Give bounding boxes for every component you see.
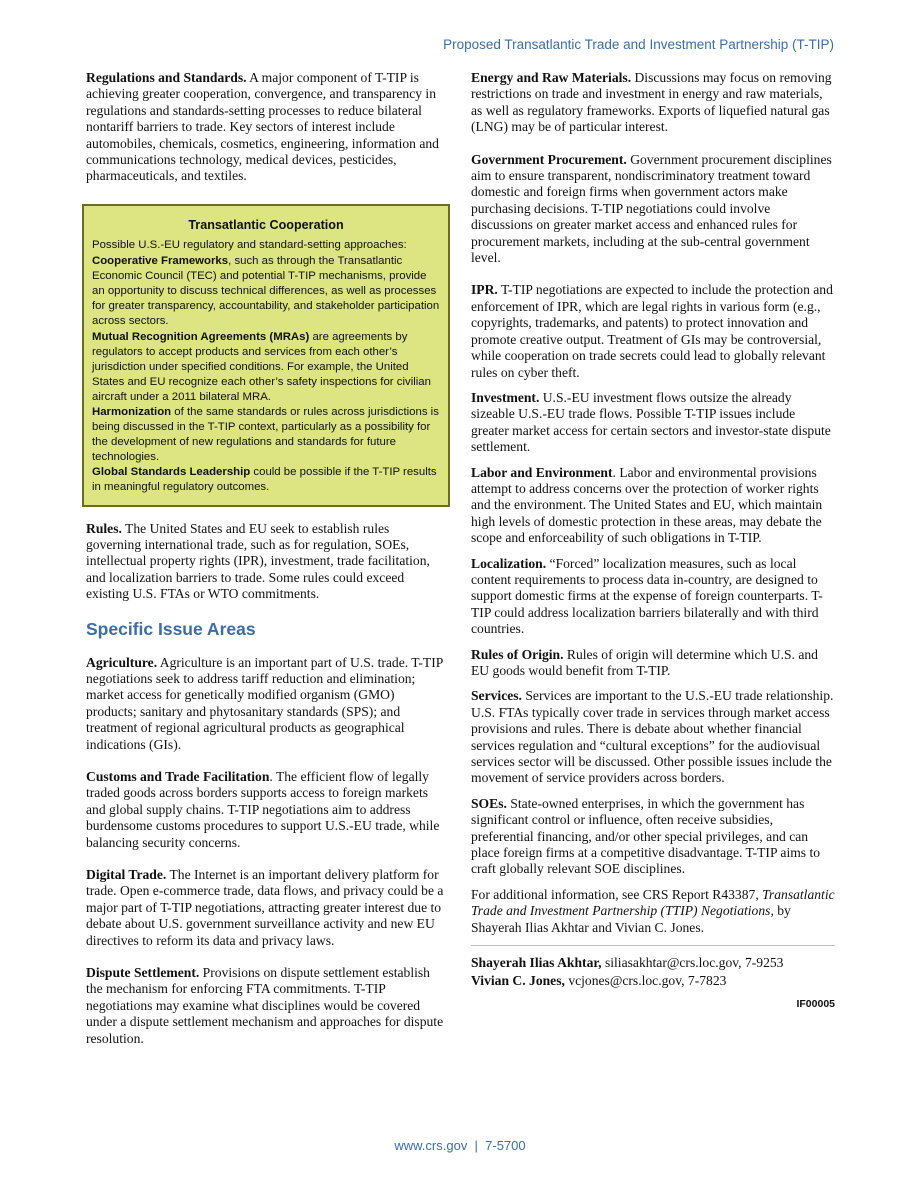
paragraph-agriculture [86,655,446,753]
contact-info: siliasakhtar@crs.loc.gov, 7-9253 [601,955,784,971]
contact-name: Vivian C. Jones, [471,972,565,988]
paragraph-customs [86,769,446,851]
additional-info-prefix: For additional information, see CRS Report R43387, [471,886,763,902]
paragraph-heading: Agriculture. [86,654,158,670]
paragraph-regulations [86,70,446,185]
box-item-cooperative-frameworks [92,254,440,329]
paragraph-heading: Services. [471,688,522,704]
box-item-text: , such as through the Transatlantic Economic Council (TEC) and potential T-TIP mechanisms, provide an opportunity to discuss technical differences, as well as processes for greater transparency, accountability, and stakeholder participation across sectors. [92,255,440,328]
contact-item [471,954,835,972]
box-intro: Possible U.S.-EU regulatory and standard-setting approaches: [92,238,407,251]
left-column [86,70,446,1063]
paragraph-dispute-settlement [86,965,446,1047]
paragraph-heading: Customs and Trade Facilitation [86,769,270,784]
paragraph-rules-of-origin [471,647,835,680]
paragraph-body: T-TIP negotiations are expected to include the protection and enforcement of IPR, which are legal rights in various form (e.g., copyrights, trademarks, and patents) to protect innovation and promote creative output. Treatment of GIs may be controversial, while cooperation on trade secrets could lead to globally relevant rules on cyber theft. [471,282,833,380]
box-item-harmonization [92,405,440,465]
report-title: Transatlantic Trade and Investment Partnership (TTIP) Negotiations [471,886,835,919]
paragraph-digital-trade [86,867,446,949]
box-item-global-standards [92,465,440,495]
box-item-text: are agreements by regulators to accept products and services from each other’s jurisdiction under specified conditions. For example, the United States and EU recognize each other’s safety inspections for civilian aircraft under a 2011 bilateral MRA. [92,330,431,403]
paragraph-heading: Dispute Settlement. [86,965,200,981]
paragraph-heading: IPR. [471,282,498,298]
paragraph-heading: Government Procurement. [471,151,627,167]
paragraph-services [471,688,835,786]
paragraph-body: The United States and EU seek to establish rules governing international trade, such as for regulation, SOEs, intellectual property rights (IPR), investment, trade facilitation, and localization barriers to trade. Some rules could exceed existing U.S. FTAs or WTO commitments. [86,520,430,602]
paragraph-body: Agriculture is an important part of U.S. trade. T-TIP negotiations seek to address tariff reduction and elimination; market access for genetically modified organism (GMO) products; sanitary and phytosanitary standards (SPS); and treatment of regional agricultural products as geographical indications (GIs). [86,654,443,752]
paragraph-heading: Localization. [471,555,547,571]
box-item-mras [92,330,440,405]
paragraph-body: . The efficient flow of legally traded goods across borders supports access to foreign markets and global supply chains. T-TIP negotiations aim to address burdensome customs procedures to support U.S.-EU trade, while balancing security concerns. [86,769,440,850]
paragraph-body: . Labor and environmental provisions attempt to address concerns over the protection of worker rights and the environment. The United States and EU, which maintain high levels of domestic protection in these areas, may debate the scope and enforceability of such obligations in T-TIP. [471,464,823,546]
box-item-term: Mutual Recognition Agreements (MRAs) [92,330,310,343]
paragraph-body: The Internet is an important delivery platform for trade. Open e-commerce trade, data flows, and privacy could be a major part of T-TIP negotiations, attracting greater interest due to debate about U.S. government surveillance activity and new EU directives to reform its data and privacy laws. [86,867,444,948]
running-header: Proposed Transatlantic Trade and Investment Partnership (T-TIP) [443,37,834,52]
box-item-text: of the same standards or rules across jurisdictions is being discussed in the T-TIP context, particularly as a possibility for the development of new regulations and standards for future technologies. [92,405,439,464]
paragraph-soes [471,796,835,878]
report-code: IF00005 [796,998,835,1011]
paragraph-investment [471,390,835,456]
paragraph-heading: Energy and Raw Materials. [471,70,632,85]
transatlantic-cooperation-box [82,204,450,507]
paragraph-heading: Regulations and Standards. [86,70,247,85]
paragraph-heading: Rules. [86,520,122,536]
footer-text: www.crs.gov | 7-5700 [394,1138,526,1153]
right-column [471,70,835,1010]
box-item-term: Harmonization [92,405,172,418]
paragraph-rules [86,521,446,603]
contact-list [471,954,835,989]
paragraph-body: Discussions may focus on removing restrictions on trade and investment in energy and raw materials, as well as regulatory frameworks. Exports of liquefied natural gas (LNG) may be of particular interest. [471,70,832,135]
contact-item [471,972,835,990]
paragraph-ipr [471,282,835,380]
paragraph-heading: Digital Trade. [86,867,167,883]
paragraph-localization [471,556,835,638]
paragraph-heading: Labor and Environment [471,464,613,480]
paragraph-labor-environment [471,465,835,547]
paragraph-heading: Rules of Origin. [471,646,564,662]
paragraph-body: U.S.-EU investment flows outsize the already sizeable U.S.-EU trade flows. Possible T-TIP issues include greater market access for certain sectors and investor-state dispute settlement. [471,389,831,455]
box-item-term: Global Standards Leadership [92,466,251,479]
paragraph-body: “Forced” localization measures, such as local content requirements to process data in-country, are designed to support domestic firms at the expense of foreign counterparts. T-TIP could address localization barriers bilaterally and with third countries. [471,555,823,637]
paragraph-body: A major component of T-TIP is achieving greater cooperation, convergence, and transparency in regulations and standards-setting processes to reduce bilateral nontariff barriers to trade. Key sectors of interest include automobiles, chemicals, cosmetics, engineering, information and communications technology, medical devices, pesticides, pharmaceuticals, and textiles. [86,70,439,184]
paragraph-body: Government procurement disciplines aim to ensure transparent, nondiscriminatory treatment toward domestic and foreign firms when government actors make purchasing decisions. T-TIP negotiations could involve discussions on greater market access and enhanced rules for procurement markets, including at the sub-central government level. [471,151,832,266]
box-title: Transatlantic Cooperation [188,217,344,232]
paragraph-additional-info [471,887,835,936]
box-item-term: Cooperative Frameworks [92,255,229,268]
paragraph-body: State-owned enterprises, in which the government has significant control or influence, often receive subsidies, preferential financing, and/or other special privileges, and can place foreign firms at a competitive disadvantage. T-TIP aims to craft globally relevant SOE disciplines. [471,795,821,877]
paragraph-body: Provisions on dispute settlement establish the mechanism for enforcing FTA commitments. T-TIP negotiations may examine what disciplines would be covered under a dispute settlement mechanism and approaches for dispute resolution. [86,965,444,1046]
additional-info-suffix: , by Shayerah Ilias Akhtar and Vivian C. Jones. [471,903,791,935]
paragraph-heading: Investment. [471,389,540,405]
paragraph-energy [471,70,835,136]
paragraph-heading: SOEs. [471,795,507,811]
paragraph-body: Services are important to the U.S.-EU trade relationship. U.S. FTAs typically cover trade in services through market access provisions and rules. There is debate about whether financial services regulation and “cultural exceptions” for the audiovisual services sector will be discussed. Other possible issues include the movement of service providers across borders. [471,688,834,786]
contact-name: Shayerah Ilias Akhtar, [471,955,602,971]
section-title-specific-issue-areas: Specific Issue Areas [86,618,256,639]
paragraph-body: Rules of origin will determine which U.S. and EU goods would benefit from T-TIP. [471,646,818,678]
box-item-text: could be possible if the T-TIP results in meaningful regulatory outcomes. [92,466,437,494]
contact-info: vcjones@crs.loc.gov, 7-7823 [564,972,727,988]
paragraph-procurement [471,152,835,267]
divider [471,945,835,946]
